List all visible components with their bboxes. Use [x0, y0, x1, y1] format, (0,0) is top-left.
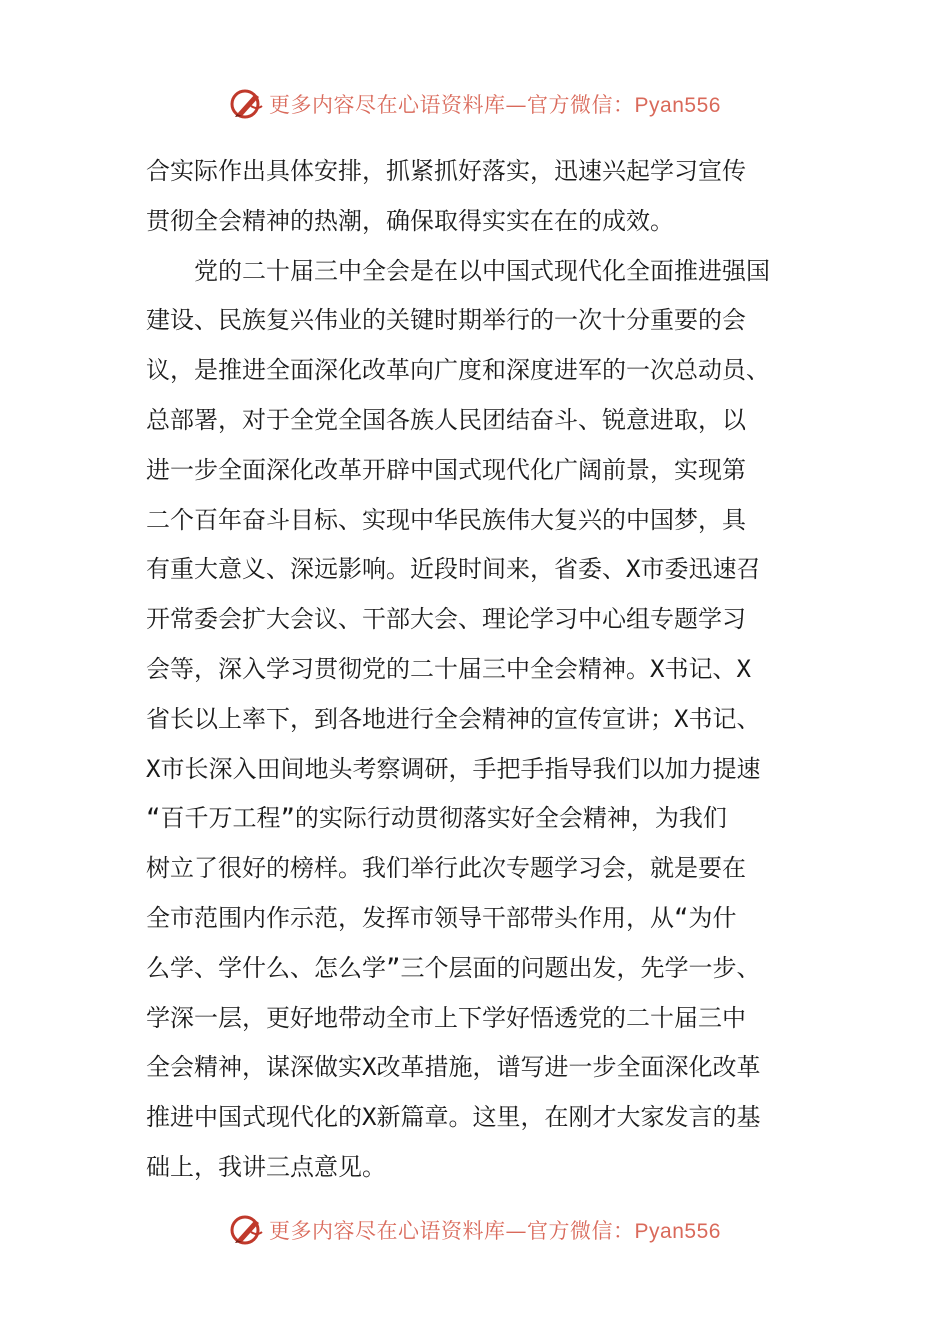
text-line: 全会精神，谋深做实X改革措施，谱写进一步全面深化改革 [146, 1053, 761, 1082]
text-line: 么学、学什么、怎么学”三个层面的问题出发，先学一步、 [146, 953, 761, 982]
text-line: 础上，我讲三点意见。 [146, 1152, 386, 1181]
text-line: 学深一层，更好地带动全市上下学好悟透党的二十届三中 [146, 1003, 746, 1032]
watermark-wechat-id: Pyan556 [634, 94, 721, 117]
text-line: 省长以上率下，到各地进行全会精神的宣传宣讲；X书记、 [146, 704, 761, 733]
text-line: 推进中国式现代化的X新篇章。这里，在刚才大家发言的基 [146, 1103, 761, 1132]
text-line: X市长深入田间地头考察调研，手把手指导我们以加力提速 [146, 754, 761, 783]
text-line: “百千万工程”的实际行动贯彻落实好全会精神，为我们 [146, 804, 727, 833]
paragraph-start-line: 党的二十届三中全会是在以中国式现代化全面推进强国 [194, 256, 770, 285]
watermark-text [269, 1215, 721, 1245]
text-line: 有重大意义、深远影响。近段时间来，省委、X市委迅速召 [146, 555, 761, 584]
document-body [146, 147, 806, 1193]
watermark-cn: 更多内容尽在心语资料库—官方微信： [269, 1219, 635, 1243]
pen-logo-icon [229, 1212, 265, 1248]
text-line: 合实际作出具体安排，抓紧抓好落实，迅速兴起学习宣传 [146, 157, 746, 185]
text-line: 全市范围内作示范，发挥市领导干部带头作用，从“为什 [146, 903, 737, 932]
text-line: 开常委会扩大会议、干部大会、理论学习中心组专题学习 [146, 605, 746, 634]
text-line: 总部署，对于全党全国各族人民团结奋斗、锐意进取，以 [146, 405, 746, 434]
text-line: 建设、民族复兴伟业的关键时期举行的一次十分重要的会 [146, 306, 746, 335]
header-watermark [0, 84, 950, 124]
text-line: 进一步全面深化改革开辟中国式现代化广阔前景，实现第 [146, 455, 746, 484]
text-line: 树立了很好的榜样。我们举行此次专题学习会，就是要在 [146, 854, 746, 883]
watermark-text [269, 89, 721, 119]
watermark-wechat-id: Pyan556 [634, 1220, 721, 1243]
footer-watermark [0, 1210, 950, 1250]
text-line: 议，是推进全面深化改革向广度和深度进军的一次总动员、 [146, 356, 770, 385]
text-line: 二个百年奋斗目标、实现中华民族伟大复兴的中国梦，具 [146, 505, 746, 534]
text-line: 贯彻全会精神的热潮，确保取得实实在在的成效。 [146, 206, 674, 235]
pen-logo-icon [229, 86, 265, 122]
text-line: 会等，深入学习贯彻党的二十届三中全会精神。X书记、X [146, 654, 751, 683]
watermark-cn: 更多内容尽在心语资料库—官方微信： [269, 93, 635, 117]
